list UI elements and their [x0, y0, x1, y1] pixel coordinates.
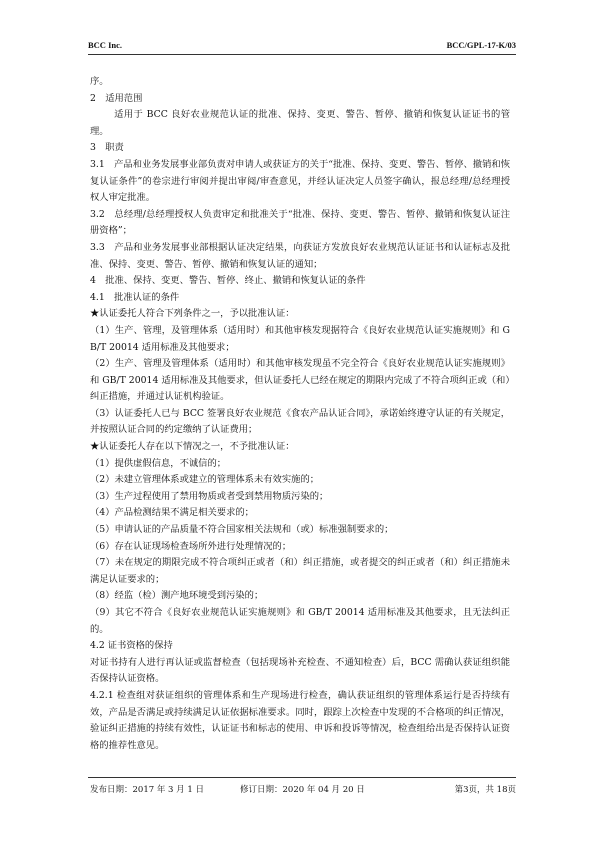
page-header	[88, 40, 516, 50]
paragraph: 适用于 BCC 良好农业规范认证的批准、保持、变更、警告、暂停、撤销和恢复认证证书的管理。	[90, 109, 510, 137]
paragraph: 3.1 产品和业务发展事业部负责对申请人或获证方的关于“批准、保持、变更、警告、暂停、撤销和恢复认证条件”的卷宗进行审阅并提出审阅/审查意见，并经认证决定人员签字确认，报总经理/总经理授权人审定批准。	[90, 158, 510, 204]
list-item: （5）申请认证的产品质量不符合国家相关法规和（或）标准强制要求的；	[90, 524, 394, 536]
paragraph: 3.2 总经理/总经理授权人负责审定和批准关于“批准、保持、变更、警告、暂停、撤销和恢复认证注册资格”；	[90, 208, 510, 237]
subsection-heading: 4.2 证书资格的保持	[90, 640, 173, 652]
list-item: （1）生产、管理，及管理体系（适用时）和其他审核发现据符合《良好农业规范认证实施规则》和 GB/T 20014 适用标准及其他要求；	[90, 324, 510, 353]
header-divider	[88, 54, 516, 55]
list-item: （9）其它不符合《良好农业规范认证实施规则》和 GB/T 20014 适用标准及其他要求，且无法纠正的。	[90, 607, 510, 635]
header-doc-code: BCC/GPL-17-K/03	[446, 40, 516, 50]
list-item: （7）未在规定的期限完成不符合项纠正或者（和）纠正措施，或者提交的纠正或者（和）纠正措施未满足认证要求的；	[90, 557, 510, 585]
footer-divider	[88, 777, 516, 778]
paragraph: 序。	[90, 76, 109, 87]
footer-issue-date: 发布日期：2017 年 3 月 1 日	[90, 785, 204, 795]
paragraph: ★认证委托人存在以下情况之一，不予批准认证：	[90, 441, 295, 453]
paragraph: 3.3 产品和业务发展事业部根据认证决定结果，向获证方发放良好农业规范认证证书和认证标志及批准、保持、变更、警告、暂停、撤销和恢复认证的通知；	[90, 241, 510, 270]
list-item: （1）提供虚假信息，不诚信的；	[90, 457, 227, 469]
list-item: （8）经监（检）测产地环境受到污染的；	[90, 590, 264, 602]
section-heading: 2 适用范围	[90, 92, 143, 104]
list-item: （2）未建立管理体系或建立的管理体系未有效实施的；	[90, 474, 320, 486]
list-item: （2）生产、管理及管理体系（适用时）和其他审核发现虽不完全符合《良好农业规范认证实施规则》和 GB/T 20014 适用标准及其他要求，但认证委托人已经在规定的期限内完成了不符合项纠正或（和）纠正措施，并通过认证机构验证。	[90, 358, 510, 403]
footer-revise-date: 修订日期：2020 年 04 月 20 日	[240, 785, 365, 795]
footer-page-number: 第3页，共 18页	[454, 785, 516, 795]
document-body	[90, 74, 510, 754]
paragraph: 4.2.1 检查组对获证组织的管理体系和生产现场进行检查，确认获证组织的管理体系运行是否持续有效，产品是否满足或持续满足认证依据标准要求。同时，跟踪上次检查中发现的不合格项的纠正情况，验证纠正措施的持续有效性，认证证书和标志的使用、申诉和投诉等情况，检查组给出是否保持认证资格的推荐性意见。	[90, 689, 510, 751]
page-footer	[90, 783, 516, 795]
paragraph: ★认证委托人符合下列条件之一，予以批准认证：	[90, 308, 295, 320]
list-item: （6）存在认证现场检查场所外进行处理情况的；	[90, 540, 292, 552]
subsection-heading: 4.1 批准认证的条件	[90, 291, 180, 303]
list-item: （4）产品检测结果不满足相关要求的；	[90, 507, 254, 519]
list-item: （3）生产过程使用了禁用物质或者受到禁用物质污染的；	[90, 490, 329, 502]
section-heading: 4 批准、保持、变更、警告、暂停、终止、撤销和恢复认证的条件	[90, 275, 366, 287]
paragraph: 对证书持有人进行再认证或监督检查（包括现场补充检查、不通知检查）后，BCC 需确认获证组织能否保持认证资格。	[90, 656, 510, 685]
header-company: BCC Inc.	[88, 40, 123, 50]
section-heading: 3 职责	[90, 142, 124, 154]
list-item: （3）认证委托人已与 BCC 签署良好农业规范《食农产品认证合同》，承诺始终遵守认证的有关规定，并按照认证合同的约定缴纳了认证费用；	[90, 407, 510, 436]
